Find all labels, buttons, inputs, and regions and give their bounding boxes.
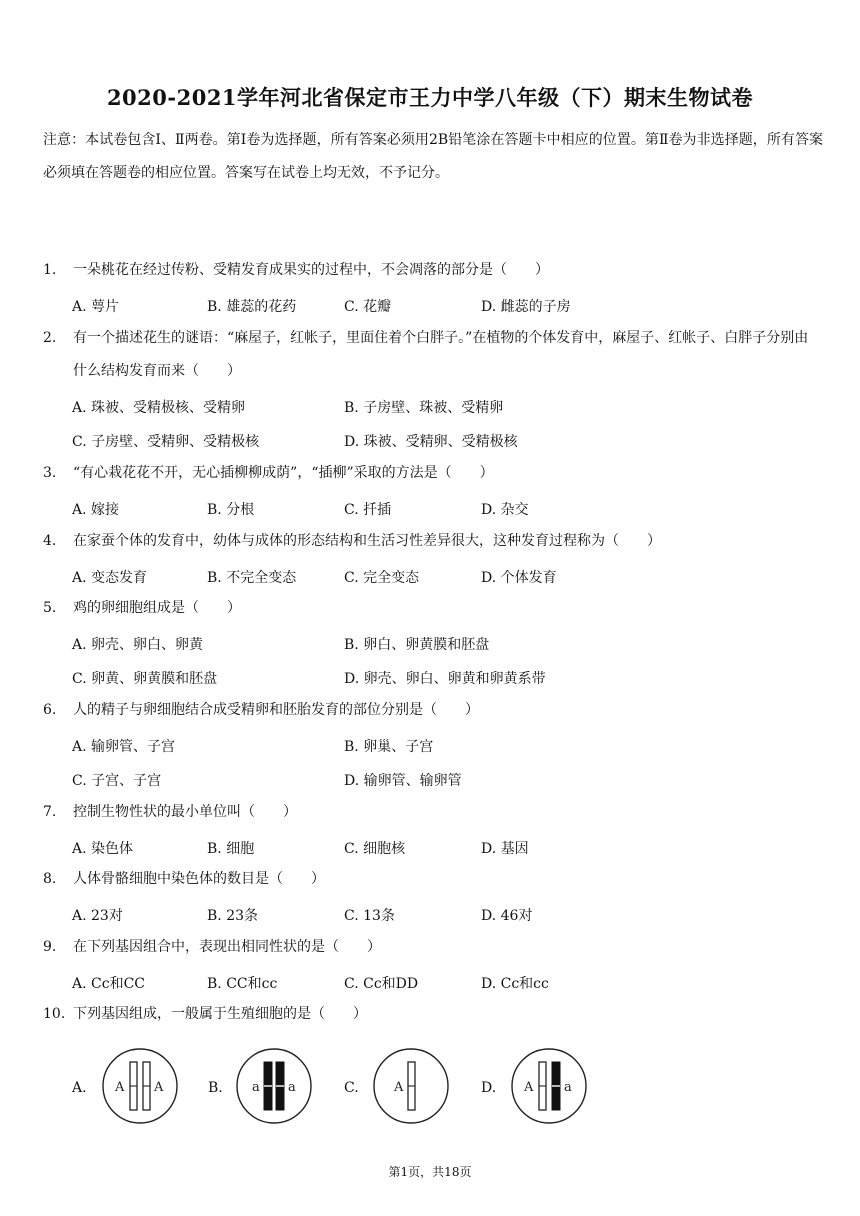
option-c-diagram[interactable] [344,1046,484,1136]
gene-label: a [564,1080,572,1095]
option-c[interactable]: C. 花瓣 [344,299,392,315]
option-d: D. [481,1080,497,1096]
question-stem: 在家蚕个体的发育中，幼体与成体的形态结构和生活习性差异很大，这种发育过程称为（ ） [73,533,661,549]
option-a[interactable]: A. Cc和CC [72,976,145,992]
option-a: A. [72,1080,87,1096]
option-d[interactable]: D. 基因 [481,841,529,857]
option-b[interactable]: B. 雄蕊的花药 [207,299,297,315]
question-stem: 有一个描述花生的谜语：“麻屋子，红帐子，里面住着个白胖子。”在植物的个体发育中，麻屋子、红帐子、白胖子分别由什么结构发育而来（ ） [73,330,809,379]
option-a[interactable]: A. 萼片 [72,299,120,315]
question-stem: 控制生物性状的最小单位叫（ ） [73,804,297,820]
option-b[interactable]: B. 卵巢、子宫 [344,739,434,755]
option-b[interactable]: B. CC和cc [207,976,278,992]
cell-diagram-d [509,1046,589,1126]
page-title: 2020-2021学年河北省保定市王力中学八年级（下）期末生物试卷 [106,85,754,110]
option-a[interactable]: A. 嫁接 [72,502,120,518]
question-number: 1. [43,262,57,278]
question-4-options [72,567,832,589]
option-d[interactable]: D. 46对 [481,908,533,924]
gene-label: a [252,1080,260,1095]
option-d[interactable]: D. 珠被、受精卵、受精极核 [344,434,518,450]
option-d[interactable]: D. 杂交 [481,502,529,518]
question-number: 6. [43,702,57,718]
gene-label: A [115,1080,125,1095]
question-number: 3. [43,465,57,481]
question-stem: 一朵桃花在经过传粉、受精发育成果实的过程中，不会凋落的部分是（ ） [73,262,549,278]
option-c[interactable]: C. 完全变态 [344,570,420,586]
question-number: 4. [43,533,57,549]
question-8-options [72,905,832,927]
question-stem: “有心栽花花不开，无心插柳柳成荫”，“插柳”采取的方法是（ ） [73,465,494,481]
option-c[interactable]: C. 子房壁、受精卵、受精极核 [72,434,260,450]
option-c[interactable]: C. Cc和DD [344,976,419,992]
question-number: 7. [43,804,57,820]
question-7-options [72,838,832,860]
question-3-options [72,499,832,521]
option-b[interactable]: B. 23条 [207,908,259,924]
question-1-options [72,296,832,318]
option-a[interactable]: A. 卵壳、卵白、卵黄 [72,637,204,653]
gene-label: A [394,1080,404,1095]
question-5-options-row2 [72,668,832,690]
option-b: B. [208,1080,223,1096]
question-5-options-row1 [72,634,832,656]
option-a[interactable]: A. 输卵管、子宫 [72,739,176,755]
cell-diagram-a [100,1046,180,1126]
option-a[interactable]: A. 珠被、受精极核、受精卵 [72,400,246,416]
option-b[interactable]: B. 子房壁、珠被、受精卵 [344,400,504,416]
cell-diagram-c [371,1046,451,1126]
exam-notice: 注意：本试卷包含Ⅰ、Ⅱ两卷。第Ⅰ卷为选择题，所有答案必须用2B铅笔涂在答题卡中相应的位置。第Ⅱ卷为非选择题，所有答案必须填在答题卷的相应位置。答案写在试卷上均无效，不予记分。 [43,132,823,181]
option-d-diagram[interactable] [481,1046,621,1136]
cell-diagram-b [234,1046,314,1126]
option-a[interactable]: A. 变态发育 [72,570,148,586]
option-c[interactable]: C. 卵黄、卵黄膜和胚盘 [72,671,218,687]
question-stem: 鸡的卵细胞组成是（ ） [73,600,241,616]
option-c[interactable]: C. 子宫、子宫 [72,773,162,789]
question-2-options-row2 [72,431,832,453]
question-number: 9. [43,939,57,955]
option-d[interactable]: D. 输卵管、输卵管 [344,773,462,789]
option-c: C. [344,1080,359,1096]
option-c[interactable]: C. 细胞核 [344,841,406,857]
question-6-options-row1 [72,736,832,758]
option-c[interactable]: C. 13条 [344,908,395,924]
option-c[interactable]: C. 扦插 [344,502,392,518]
option-a-diagram[interactable] [72,1046,212,1136]
question-number: 5. [43,600,57,616]
gene-label: A [524,1080,534,1095]
question-6-options-row2 [72,770,832,792]
option-a[interactable]: A. 染色体 [72,841,134,857]
option-b[interactable]: B. 细胞 [207,841,255,857]
page-footer: 第1页，共18页 [388,1165,472,1179]
question-stem: 人的精子与卵细胞结合成受精卵和胚胎发育的部位分别是（ ） [73,702,479,718]
question-9-options [72,973,832,995]
question-stem: 在下列基因组合中，表现出相同性状的是（ ） [73,939,381,955]
option-b-diagram[interactable] [208,1046,348,1136]
option-b[interactable]: B. 分根 [207,502,255,518]
option-b[interactable]: B. 卵白、卵黄膜和胚盘 [344,637,490,653]
question-stem: 人体骨骼细胞中染色体的数目是（ ） [73,871,325,887]
option-d[interactable]: D. 雌蕊的子房 [481,299,571,315]
option-b[interactable]: B. 不完全变态 [207,570,297,586]
question-number: 10. [43,1006,66,1022]
question-number: 8. [43,871,57,887]
question-10-diagrams [72,1046,832,1136]
option-d[interactable]: D. 卵壳、卵白、卵黄和卵黄系带 [344,671,546,687]
gene-label: a [288,1080,296,1095]
option-d[interactable]: D. Cc和cc [481,976,549,992]
gene-label: A [154,1080,164,1095]
question-stem: 下列基因组成，一般属于生殖细胞的是（ ） [73,1006,367,1022]
question-2-options-row1 [72,397,832,419]
option-a[interactable]: A. 23对 [72,908,123,924]
option-d[interactable]: D. 个体发育 [481,570,557,586]
question-number: 2. [43,330,57,346]
